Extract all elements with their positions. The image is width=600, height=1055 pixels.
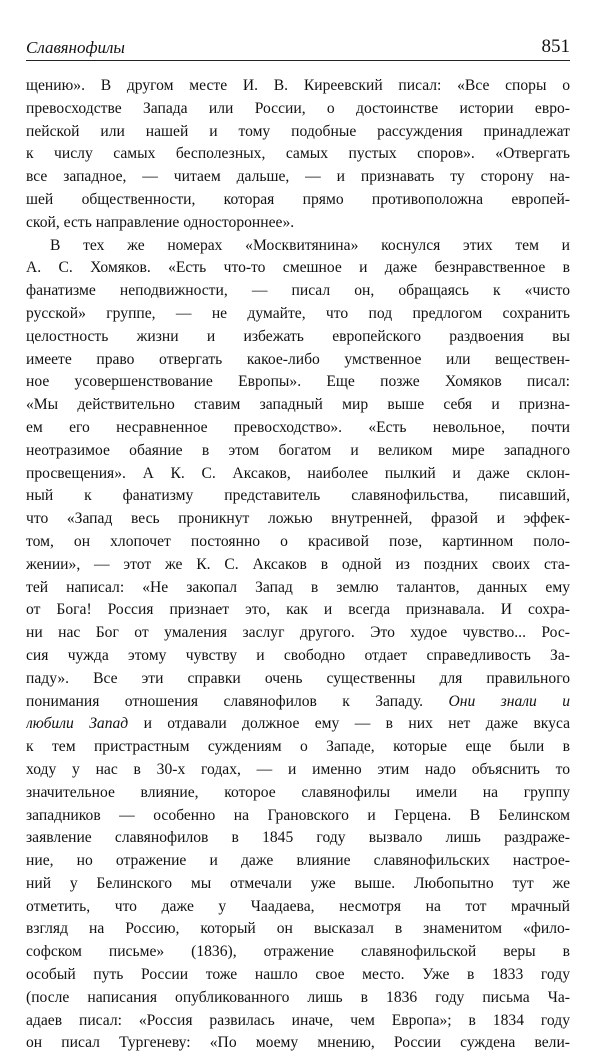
text-line — [26, 896, 570, 919]
line-text: щению». В другом месте И. В. Киреевский писал: «Все споры о — [26, 77, 570, 94]
text-line — [26, 417, 570, 440]
line-text: значительное влияние, которое славянофилы имели на группу — [26, 783, 570, 801]
text-line — [26, 987, 570, 1010]
text-line — [26, 143, 570, 166]
line-text: все западное, — читаем дальше, — и признавать ту сторону на- — [26, 168, 570, 186]
line-text: западников — особенно на Грановского и Герцена. В Белинском — [26, 806, 570, 824]
line-text: В тех же номерах «Москвитянина» коснулся этих тем и — [50, 236, 570, 254]
text-line — [26, 645, 570, 668]
line-text: фанатизме неподвижности, — писал он, обращаясь к «чисто — [26, 282, 570, 300]
emphasized-text: любили Запад — [26, 715, 129, 733]
line-text: ний у Белинского мы отмечали уже выше. Любопытно тут же — [26, 874, 570, 892]
text-line — [26, 531, 570, 554]
line-text: ем его несравненное превосходство». «Есть невольное, почти — [26, 418, 570, 436]
text-line — [26, 485, 570, 508]
page-number: 851 — [541, 36, 570, 57]
line-text: ни нас Бог от умаления заслуг другого. Это худое чувство... Рос- — [26, 624, 570, 642]
text-line — [26, 75, 570, 98]
line-text: превосходстве Запада или России, о достоинстве истории евро- — [26, 99, 570, 117]
body-text — [26, 75, 570, 1055]
text-line — [26, 599, 570, 622]
line-text: ное усовершенствование Европы». Еще позже Хомяков писал: — [26, 373, 570, 391]
line-text: паду». Все эти справки очень существенны для правильного — [26, 669, 570, 687]
text-line — [26, 713, 570, 736]
line-text: взгляд на Россию, который он высказал в знаменитом «фило- — [26, 920, 570, 938]
line-text: от Бога! Россия признает это, как и всегда признавала. И сохра- — [26, 601, 570, 619]
line-text: «Мы действительно ставим западный мир выше себя и призна- — [26, 396, 570, 414]
page-header — [26, 34, 570, 61]
text-line — [26, 782, 570, 805]
text-line — [26, 964, 570, 987]
text-line — [26, 1032, 570, 1055]
line-text: понимания отношения славянофилов к Западу. — [26, 692, 424, 710]
line-text: особый путь России тоже нашло свое место. Уже в 1833 году — [26, 966, 570, 984]
line-text: и отдавали должное ему — в них нет даже вкуса — [143, 715, 570, 733]
line-text: он писал Тургеневу: «По моему мнению, России суждена вели- — [26, 1034, 570, 1052]
text-line — [26, 508, 570, 531]
line-text: к числу самых бесполезных, самых пустых споров». «Отвергать — [26, 145, 570, 163]
line-text: неотразимое обаяние в этом богатом и великом мире западного — [26, 441, 570, 459]
text-line — [26, 805, 570, 828]
text-line — [26, 349, 570, 372]
text-line — [26, 918, 570, 941]
text-line — [26, 326, 570, 349]
line-text: жении», — этот же К. С. Аксаков в одной из поздних своих ста- — [26, 555, 570, 573]
text-line — [26, 257, 570, 280]
line-text: просвещения». А К. С. Аксаков, наиболее пылкий и даже склон- — [26, 464, 570, 482]
line-text: тей написал: «Не закопал Запад в землю талантов, данных ему — [26, 578, 570, 596]
text-line — [26, 303, 570, 326]
text-line — [26, 622, 570, 645]
line-text: имеете право отвергать какое-либо умственное или веществен- — [26, 350, 570, 368]
line-text: ской, есть направление одностороннее». — [26, 213, 295, 231]
line-text: ный к фанатизму представитель славянофильства, писавший, — [26, 487, 570, 505]
line-text: отметить, что даже у Чаадаева, несмотря на тот мрачный — [26, 897, 570, 915]
text-line — [26, 827, 570, 850]
text-line — [26, 759, 570, 782]
text-line — [26, 668, 570, 691]
line-text: целостность жизни и избежать европейского раздвоения вы — [26, 327, 570, 345]
emphasized-text: Они знали и — [448, 692, 570, 710]
line-text: (после написания опубликованного лишь в 1836 году письма Ча- — [26, 988, 570, 1006]
line-text: А. С. Хомяков. «Есть что-то смешное и даже безнравственное в — [26, 259, 570, 277]
line-text: пейской или нашей и тому подобные рассуждения принадлежат — [26, 122, 570, 140]
line-text: что «Запад весь проникнут ложью внутренней, фразой и эффек- — [26, 510, 570, 528]
line-text: заявление славянофилов в 1845 году вызвало лишь раздраже- — [26, 829, 570, 847]
line-text: русской» группе, — не думайте, что под предлогом сохранить — [26, 304, 570, 322]
line-text: сия чужда этому чувству и свободно отдает справедливость За- — [26, 646, 570, 664]
text-line — [26, 280, 570, 303]
text-line — [26, 736, 570, 759]
text-line — [26, 98, 570, 121]
running-title: Славянофилы — [26, 38, 125, 57]
text-line — [26, 941, 570, 964]
line-text: шей общественности, которая прямо противоположна европей- — [26, 190, 570, 208]
text-line — [26, 440, 570, 463]
text-line — [26, 371, 570, 394]
line-text: ние, но отражение и даже влияние славянофильских настрое- — [26, 852, 570, 870]
text-line — [26, 577, 570, 600]
text-line — [26, 691, 570, 714]
text-line — [26, 554, 570, 577]
line-text: софском письме» (1836), отражение славянофильской веры в — [26, 943, 570, 961]
text-line — [26, 873, 570, 896]
text-line — [26, 1010, 570, 1033]
text-line — [26, 166, 570, 189]
text-line — [26, 189, 570, 212]
text-line — [26, 235, 570, 258]
text-line — [26, 850, 570, 873]
text-line — [26, 463, 570, 486]
text-line — [26, 394, 570, 417]
line-text: адаев писал: «Россия развилась иначе, чем Европа»; в 1834 году — [26, 1011, 570, 1029]
text-line — [26, 212, 570, 235]
line-text: том, он хлопочет постоянно о красивой позе, картинном поло- — [26, 532, 570, 550]
text-line — [26, 121, 570, 144]
line-text: к тем пристрастным суждениям о Западе, которые еще были в — [26, 738, 570, 756]
line-text: ходу у нас в 30-х годах, — и именно этим надо объяснить то — [26, 760, 570, 778]
